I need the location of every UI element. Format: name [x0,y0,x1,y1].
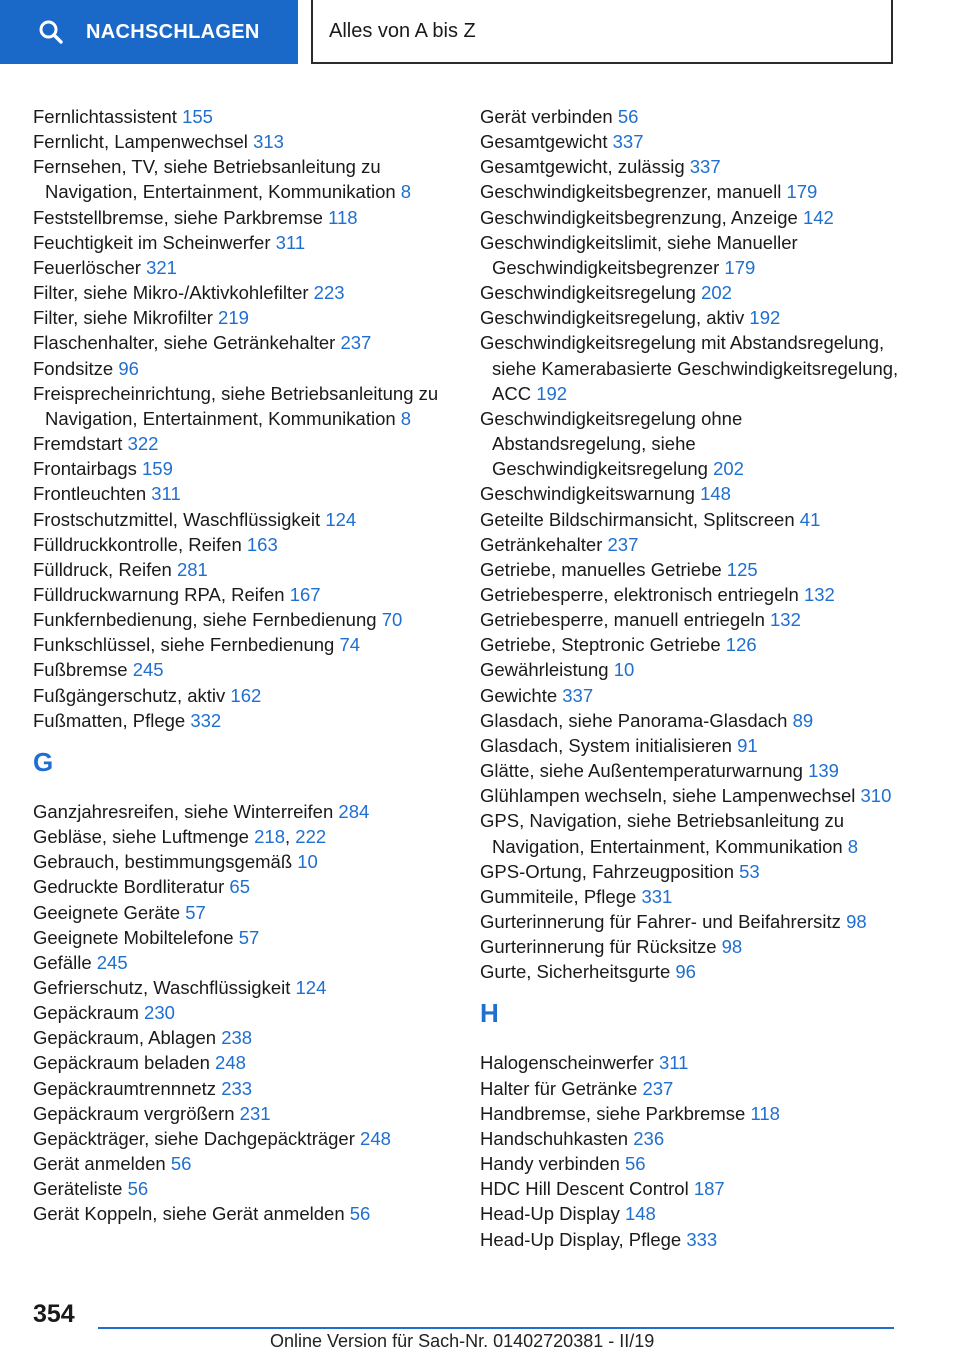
page-reference-link[interactable]: 248 [360,1127,391,1149]
index-entry [480,104,900,129]
page-reference-link[interactable]: 124 [325,508,357,530]
index-letter-heading: G [33,746,54,777]
page-reference-link[interactable]: 337 [689,156,721,178]
index-entry [33,900,453,925]
index-entry-text: Geschwindigkeitsregelung ohne Abstandsregelung, siehe Geschwindigkeitsregelung [480,407,743,480]
page-reference-link[interactable]: 192 [536,382,568,404]
index-entry [480,1151,900,1176]
index-entry-text: Freisprecheinrichtung, siehe Betriebsanleitung zu Navigation, Entertainment, Kommunikation [33,382,439,429]
index-entry-text: Fondsitze [33,357,114,379]
index-entry-text: Ganzjahresreifen, siehe Winterreifen [33,800,334,822]
index-entry [33,950,453,975]
page-reference-link[interactable]: 192 [749,307,781,329]
index-entry-text: Geräteliste [33,1178,123,1200]
page-reference-link[interactable]: 331 [641,885,673,907]
index-entry-text: Gerät anmelden [33,1153,166,1175]
page-reference-link[interactable]: 98 [721,936,743,958]
index-entry [33,1176,453,1201]
index-entry-text: Getriebesperre, manuell entriegeln [480,609,765,631]
index-entry [33,582,453,607]
index-entry [480,1201,900,1226]
page-reference-link[interactable]: 337 [612,131,644,153]
page-reference-link[interactable]: 74 [339,634,361,656]
index-entry [33,657,453,682]
index-entry [33,154,453,204]
page-reference-link[interactable]: 41 [799,508,821,530]
page-reference-link[interactable]: 222 [295,826,327,848]
index-entry-text: Gepäckträger, siehe Dachgepäckträger [33,1127,355,1149]
page-reference-link[interactable]: 284 [338,800,370,822]
page-reference-link[interactable]: 245 [132,659,164,681]
index-entry [480,758,900,783]
index-entry [480,1126,900,1151]
page-reference-link[interactable]: 237 [340,332,372,354]
index-entry-text: Gurterinnerung für Fahrer- und Beifahrersitz [480,911,841,932]
index-entry-text: Getriebesperre, elektronisch entriegeln [480,583,799,605]
index-entry [33,481,453,506]
index-entry [33,708,453,733]
index-entry [480,733,900,758]
page-reference-link[interactable]: 155 [182,106,213,127]
index-entry-text: Funkfernbedienung, siehe Fernbedienung [33,609,377,631]
index-entry-text: GPS-Ortung, Fahrzeugposition [480,860,734,882]
index-entry-text: Funkschlüssel, siehe Fernbedienung [33,634,335,656]
page-reference-link[interactable]: 187 [693,1178,725,1200]
index-entry [33,305,453,330]
index-column-right [480,104,900,1252]
page-reference-link[interactable]: 219 [218,307,249,329]
index-entry [480,406,900,481]
index-entry-text: Gefrierschutz, Waschflüssigkeit [33,977,291,998]
page-reference-link[interactable]: 223 [313,282,345,304]
page-reference-link[interactable]: 96 [118,357,139,379]
page-reference-link[interactable]: 230 [144,1002,175,1024]
index-entry [33,1076,453,1101]
index-entry-text: Gerät verbinden [480,106,613,127]
page-reference-link[interactable]: 8 [400,407,412,429]
index-entry [33,849,453,874]
index-entry-text: Gepäckraum beladen [33,1052,210,1074]
page-reference-link[interactable]: 313 [253,131,284,153]
page-reference-link[interactable]: 248 [215,1052,246,1074]
index-entry-text: Geschwindigkeitsbegrenzer, manuell [480,181,782,203]
index-entry [33,1101,453,1126]
page-reference-link[interactable]: 321 [146,256,177,278]
index-entry [480,179,900,204]
page-reference-link[interactable]: 218 [254,826,285,848]
index-column-left [33,104,453,1227]
index-entry-text: Gedruckte Bordliteratur [33,876,225,898]
index-entry [33,683,453,708]
page-reference-link[interactable]: 159 [142,458,173,480]
index-entry-text: Head-Up Display [480,1203,620,1225]
index-entry [33,104,453,129]
index-entry [33,1050,453,1075]
index-entry-text: Handschuhkasten [480,1127,629,1149]
index-entry-text: Fernsehen, TV, siehe Betriebsanleitung zu Navigation, Entertainment, Kommunikation [33,156,396,203]
index-entry-text: Geschwindigkeitsbegrenzung, Anzeige [480,206,798,228]
page-reference-link[interactable]: 237 [607,533,639,555]
index-entry: Gebläse, siehe Luftmenge 218, 222 [33,826,327,848]
index-entry-text: Head-Up Display, Pflege [480,1228,682,1250]
index-entry [480,708,900,733]
page-reference-link[interactable]: 56 [625,1153,646,1175]
index-entry-text: Getriebe, Steptronic Getriebe [480,634,721,656]
page-reference-link[interactable]: 281 [176,558,208,580]
index-entry [480,205,900,230]
page-reference-link[interactable]: 148 [624,1203,656,1225]
index-entry [33,330,453,355]
index-entry-text: Fremdstart [33,433,123,455]
search-icon [38,18,66,46]
index-entry [480,557,900,582]
index-entry [480,507,900,532]
tab-label-alles-von-a-bis-z: Alles von A bis Z [329,19,476,42]
index-entry [480,230,900,280]
index-entry-text: Glühlampen wechseln, siehe Lampenwechsel [480,785,856,807]
index-entry-text: Frostschutzmittel, Waschflüssigkeit [33,508,321,530]
index-entry [33,975,453,1000]
page-reference-link[interactable]: 56 [127,1178,149,1200]
index-entry-text: Gepäckraumtrennnetz [33,1077,217,1099]
index-entry [480,1176,900,1201]
page-reference-link[interactable]: 311 [275,231,306,253]
page-reference-link[interactable]: 98 [846,911,867,932]
index-entry [33,381,453,431]
index-entry [480,859,900,884]
page-reference-link[interactable]: 332 [190,709,222,731]
index-entry-text: Fußmatten, Pflege [33,709,186,731]
tab-nachschlagen[interactable] [0,0,298,64]
index-entry [480,909,900,934]
index-entry-text: Geschwindigkeitswarnung [480,483,695,505]
page-reference-link[interactable]: 167 [289,583,321,605]
index-entry [33,799,453,824]
page-reference-link[interactable]: 142 [802,206,834,228]
page-reference-link[interactable]: 202 [701,282,732,304]
index-entry-text: Fülldruckkontrolle, Reifen [33,533,242,555]
page-reference-link[interactable]: 96 [675,961,696,983]
page-reference-link[interactable]: 132 [770,609,801,631]
index-entry-text: Gummiteile, Pflege [480,885,637,907]
index-entry [33,255,453,280]
index-entry-text: HDC Hill Descent Control [480,1178,689,1200]
index-entry-text: Frontleuchten [33,483,147,505]
index-entry-text: Glasdach, System initialisieren [480,734,732,756]
index-entry [33,925,453,950]
index-entry [33,1151,453,1176]
index-entry-text: Gepäckraum vergrößern [33,1102,235,1124]
index-entry [33,356,453,381]
index-entry [480,632,900,657]
index-entry [33,874,453,899]
index-entry [480,481,900,506]
index-entry-text: Frontairbags [33,458,137,480]
page-reference-link[interactable]: 56 [617,106,639,127]
index-entry-text: Filter, siehe Mikrofilter [33,307,213,329]
index-entry-text: Glätte, siehe Außentemperaturwarnung [480,760,803,782]
index-entry-text: Feststellbremse, siehe Parkbremse [33,206,323,228]
tab-label-nachschlagen: NACHSCHLAGEN [86,20,260,43]
page-reference-link[interactable]: 231 [239,1102,271,1124]
page-reference-link[interactable]: 70 [381,609,403,631]
page-reference-link[interactable]: 56 [349,1203,371,1225]
index-entry [480,582,900,607]
index-entry [480,683,900,708]
page-reference-link[interactable]: 337 [562,684,594,706]
page-reference-link[interactable]: 322 [127,433,159,455]
index-entry [33,1025,453,1050]
page-reference-link[interactable]: 124 [295,977,327,998]
index-entry [33,557,453,582]
page-reference-link[interactable]: 56 [170,1153,192,1175]
index-entry-text: Glasdach, siehe Panorama-Glasdach [480,709,788,731]
page-reference-link[interactable]: 179 [724,256,756,278]
index-entry [480,1101,900,1126]
index-entry [33,1201,453,1226]
page-reference-link[interactable]: 118 [750,1102,780,1124]
page-reference-link[interactable]: 8 [400,181,412,203]
index-entry [480,959,900,984]
index-entry [33,1000,453,1025]
index-entry-text: Gefälle [33,951,92,973]
index-entry-text: Filter, siehe Mikro-/Aktivkohlefilter [33,282,309,304]
index-entry-text: Halogenscheinwerfer [480,1052,654,1074]
index-entry [33,230,453,255]
index-entry-text: Fülldruck, Reifen [33,558,172,580]
index-entry-text: Geeignete Mobiltelefone [33,926,234,948]
index-entry [480,607,900,632]
page-reference-link[interactable]: 53 [739,860,760,882]
page-reference-link[interactable]: 57 [238,926,260,948]
page-reference-link[interactable]: 238 [221,1027,253,1049]
page-reference-link[interactable]: 126 [725,634,757,656]
page-number: 354 [33,1300,75,1328]
page-reference-link[interactable]: 237 [642,1077,674,1099]
page-reference-link[interactable]: 65 [229,876,250,898]
index-entry [480,783,900,808]
index-entry [33,607,453,632]
index-entry [480,657,900,682]
page-reference-link[interactable]: 57 [185,901,206,923]
index-entry-text: Gesamtgewicht, zulässig [480,156,685,178]
page-reference-link[interactable]: 148 [700,483,731,505]
page-reference-link[interactable]: 10 [613,659,635,681]
index-entry [33,280,453,305]
page-reference-link[interactable]: 233 [221,1077,253,1099]
index-entry-text: Fernlichtassistent [33,106,177,127]
page-reference-link[interactable]: 311 [151,483,181,505]
page-reference-link[interactable]: 10 [297,851,318,873]
index-entry [480,280,900,305]
index-entry [33,129,453,154]
index-entry-text: Gurterinnerung für Rücksitze [480,936,717,958]
index-entry-text: Gesamtgewicht [480,131,608,153]
index-entry [480,330,900,405]
index-entry [33,532,453,557]
page-reference-link[interactable]: 91 [737,734,758,756]
index-entry-text: Gepäckraum [33,1002,139,1024]
index-entry [480,1227,900,1252]
index-entry-text: Getränkehalter [480,533,603,555]
page-reference-link[interactable]: 310 [860,785,892,807]
index-entry-text: Feuchtigkeit im Scheinwerfer [33,231,271,253]
index-entry-text: Geschwindigkeitslimit, siehe Manueller Geschwindigkeitsbegrenzer [480,231,798,278]
index-entry-text: Geeignete Geräte [33,901,181,923]
page-reference-link[interactable]: 333 [686,1228,718,1250]
index-entry [33,632,453,657]
index-entry-text: Gewährleistung [480,659,609,681]
index-entry-text: Gebläse, siehe Luftmenge [33,826,249,848]
page-reference-link[interactable]: 311 [658,1052,689,1074]
index-entry [480,305,900,330]
index-entry-text: Feuerlöscher [33,256,141,278]
index-entry-text: Geteilte Bildschirmansicht, Splitscreen [480,508,795,530]
page-reference-link[interactable]: 118 [328,206,358,228]
index-entry-text: Geschwindigkeitsregelung [480,282,696,304]
page-reference-link[interactable]: 163 [246,533,278,555]
index-entry-text: Getriebe, manuelles Getriebe [480,558,722,580]
index-entry-text: Geschwindigkeitsregelung, aktiv [480,307,745,329]
index-letter-heading: H [480,998,499,1029]
index-entry-text: Gerät Koppeln, siehe Gerät anmelden [33,1203,345,1225]
page-reference-link[interactable]: 162 [230,684,262,706]
page-reference-link[interactable]: 245 [96,951,128,973]
index-entry [33,1126,453,1151]
page-reference-link[interactable]: 179 [786,181,818,203]
index-entry-text: Fußgängerschutz, aktiv [33,684,226,706]
index-entry [480,129,900,154]
index-entry-text: Gebrauch, bestimmungsgemäß [33,851,293,873]
page-reference-link[interactable]: 202 [713,458,744,480]
index-entry-text: Gepäckraum, Ablagen [33,1027,217,1049]
page-reference-link[interactable]: 89 [792,709,814,731]
index-entry-text: Handbremse, siehe Parkbremse [480,1102,746,1124]
page-reference-link[interactable]: 125 [726,558,758,580]
tab-alles-von-a-bis-z[interactable] [311,0,893,64]
index-entry [33,456,453,481]
index-entry-text: Fernlicht, Lampenwechsel [33,131,248,153]
index-entry-text: Gewichte [480,684,558,706]
index-entry-text: Gurte, Sicherheitsgurte [480,961,671,983]
page-reference-link[interactable]: 8 [847,835,859,857]
page-reference-link[interactable]: 139 [808,760,839,782]
index-entry-text: Handy verbinden [480,1153,620,1175]
footer-divider [98,1327,894,1329]
index-entry-text: Fußbremse [33,659,128,681]
index-entry [480,154,900,179]
index-entry-text: Geschwindigkeitsregelung mit Abstandsregelung, siehe Kamerabasierte Geschwindigkeitsregelung, ACC [480,332,899,404]
index-entry-text: Fülldruckwarnung RPA, Reifen [33,583,285,605]
index-entry-text: Halter für Getränke [480,1077,638,1099]
index-entry [480,1050,900,1075]
footer-text: Online Version für Sach-Nr. 01402720381 - II/19 [270,1331,655,1351]
page-reference-link[interactable]: 236 [633,1127,665,1149]
index-entry-text: GPS, Navigation, siehe Betriebsanleitung zu Navigation, Entertainment, Kommunikation [480,810,845,857]
index-entry [480,808,900,858]
page-reference-link[interactable]: 132 [803,583,835,605]
index-entry [33,431,453,456]
index-entry [480,1076,900,1101]
header-tabbar [0,0,960,66]
index-entry [33,507,453,532]
index-entry [33,205,453,230]
index-entry [480,934,900,959]
index-entry [480,532,900,557]
index-entry [480,884,900,909]
index-entry-text: Flaschenhalter, siehe Getränkehalter [33,332,336,354]
